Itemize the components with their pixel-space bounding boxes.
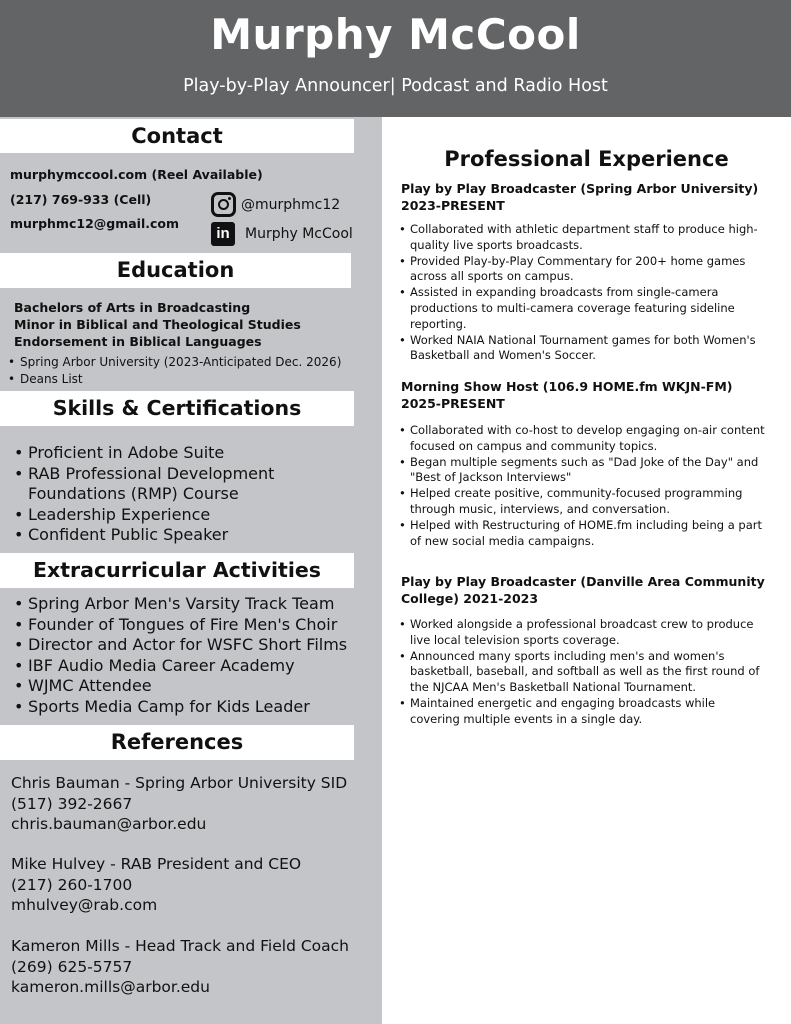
skills-list bbox=[12, 443, 352, 546]
contact-website[interactable]: murphymccool.com (Reel Available) bbox=[10, 167, 263, 182]
contact-heading: Contact bbox=[0, 119, 354, 153]
skills-heading: Skills & Certifications bbox=[0, 391, 354, 426]
reference-email[interactable]: kameron.mills@arbor.edu bbox=[11, 978, 210, 996]
list-item: • Announced many sports including men's and women's basketball, baseball, and softball as well as the first round of the NJCAA Men's Basketball National Tournament. bbox=[397, 649, 767, 696]
list-item: • RAB Professional Development Foundations (RMP) Course bbox=[12, 464, 352, 505]
reference-email[interactable]: chris.bauman@arbor.edu bbox=[11, 815, 207, 833]
list-item: • Maintained energetic and engaging broadcasts while covering multiple events in a single day. bbox=[397, 696, 767, 728]
list-item: • Director and Actor for WSFC Short Films bbox=[12, 635, 380, 656]
instagram-label: @murphmc12 bbox=[241, 196, 341, 213]
job-dates: 2023-PRESENT bbox=[401, 198, 505, 213]
contact-phone[interactable]: (217) 769-933 (Cell) bbox=[10, 192, 152, 207]
list-item: • Sports Media Camp for Kids Leader bbox=[12, 697, 380, 718]
list-item: • Spring Arbor University (2023-Anticipated Dec. 2026) bbox=[6, 354, 341, 371]
list-item: • Began multiple segments such as "Dad Joke of the Day" and "Best of Jackson Interviews" bbox=[397, 455, 767, 487]
reference-phone[interactable]: (269) 625-5757 bbox=[11, 957, 133, 976]
reference-name: Mike Hulvey - RAB President and CEO bbox=[11, 855, 302, 873]
list-item: • Provided Play-by-Play Commentary for 200+ home games across all sports on campus. bbox=[397, 254, 767, 286]
contact-email[interactable]: murphmc12@gmail.com bbox=[10, 216, 180, 231]
job-role: Play by Play Broadcaster (Danville Area Community College) 2021-2023 bbox=[401, 574, 765, 606]
linkedin-icon: in bbox=[211, 222, 235, 246]
list-item: • Collaborated with athletic department staff to produce high-quality live sports broadcasts. bbox=[397, 222, 767, 254]
header-banner bbox=[0, 0, 791, 117]
candidate-subtitle: Play-by-Play Announcer| Podcast and Radio Host bbox=[183, 76, 608, 96]
list-item: • Spring Arbor Men's Varsity Track Team bbox=[12, 594, 380, 615]
list-item: • Worked NAIA National Tournament games for both Women's Basketball and Women's Soccer. bbox=[397, 333, 767, 365]
list-item: • Confident Public Speaker bbox=[12, 525, 352, 546]
job-title bbox=[401, 378, 776, 412]
references-heading: References bbox=[0, 725, 354, 760]
reference-entry bbox=[11, 936, 349, 998]
job-bullets bbox=[397, 423, 767, 549]
reference-phone[interactable]: (217) 260-1700 bbox=[11, 875, 133, 894]
reference-email[interactable]: mhulvey@rab.com bbox=[11, 896, 158, 914]
list-item: • Collaborated with co-host to develop engaging on-air content focused on campus and community topics. bbox=[397, 423, 767, 455]
list-item: • Worked alongside a professional broadcast crew to produce live local television sports coverage. bbox=[397, 617, 767, 649]
list-item: • Founder of Tongues of Fire Men's Choir bbox=[12, 615, 380, 636]
candidate-name: Murphy McCool bbox=[210, 10, 581, 59]
education-heading: Education bbox=[0, 253, 351, 288]
list-item: • Helped create positive, community-focused programming through music, interviews, and conversation. bbox=[397, 486, 767, 518]
reference-phone[interactable]: (517) 392-2667 bbox=[11, 794, 133, 813]
job-dates: 2025-PRESENT bbox=[401, 396, 505, 411]
education-degree: Bachelors of Arts in Broadcasting bbox=[14, 300, 251, 315]
list-item: • WJMC Attendee bbox=[12, 676, 380, 697]
instagram-handle[interactable] bbox=[211, 192, 340, 217]
job-title bbox=[401, 180, 776, 214]
education-degree: Endorsement in Biblical Languages bbox=[14, 334, 262, 349]
job-role: Morning Show Host (106.9 HOME.fm WKJN-FM) bbox=[401, 379, 733, 394]
list-item: • Assisted in expanding broadcasts from single-camera productions to multi-camera coverage featuring sideline reporting. bbox=[397, 285, 767, 332]
education-list bbox=[6, 354, 341, 388]
reference-entry bbox=[11, 773, 347, 835]
list-item: • Leadership Experience bbox=[12, 505, 352, 526]
job-title bbox=[401, 573, 776, 607]
linkedin-label: Murphy McCool bbox=[245, 226, 353, 242]
list-item: • IBF Audio Media Career Academy bbox=[12, 656, 380, 677]
reference-name: Kameron Mills - Head Track and Field Coach bbox=[11, 937, 349, 955]
list-item: • Proficient in Adobe Suite bbox=[12, 443, 352, 464]
education-degree: Minor in Biblical and Theological Studies bbox=[14, 317, 301, 332]
instagram-icon bbox=[211, 192, 236, 217]
extracurricular-list bbox=[12, 594, 380, 717]
job-bullets bbox=[397, 222, 767, 364]
linkedin-handle[interactable] bbox=[211, 222, 353, 246]
job-bullets bbox=[397, 617, 767, 728]
reference-name: Chris Bauman - Spring Arbor University SID bbox=[11, 774, 348, 792]
job-role: Play by Play Broadcaster (Spring Arbor University) bbox=[401, 181, 759, 196]
experience-heading: Professional Experience bbox=[444, 147, 729, 171]
list-item: • Deans List bbox=[6, 371, 341, 388]
list-item: • Helped with Restructuring of HOME.fm including being a part of new social media campaigns. bbox=[397, 518, 767, 550]
reference-entry bbox=[11, 854, 301, 916]
extracurricular-heading: Extracurricular Activities bbox=[0, 553, 354, 588]
